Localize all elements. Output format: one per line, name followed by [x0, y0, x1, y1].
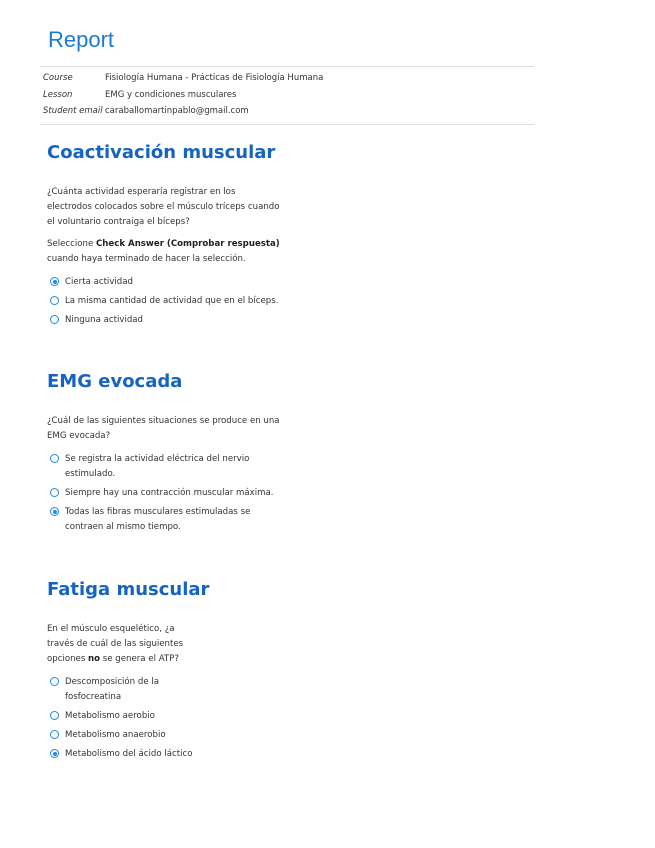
question-text: ¿Cuánta actividad esperaría registrar en los electrodos colocados sobre el músculo tríceps cuando el voluntario contraiga el bíceps? [47, 187, 280, 227]
radio-icon[interactable] [50, 296, 59, 305]
radio-icon[interactable] [50, 488, 59, 497]
options-list [47, 675, 193, 762]
report-title: Report [48, 27, 115, 52]
option-metabolismo-aerobio[interactable]: Metabolismo aerobio [47, 709, 172, 724]
meta-row-student-email [40, 103, 534, 120]
option-metabolismo-anaerobio[interactable]: Metabolismo anaerobio [47, 728, 172, 743]
radio-icon[interactable] [50, 454, 59, 463]
radio-icon[interactable] [50, 749, 59, 758]
option-contraccion-maxima[interactable]: Siempre hay una contracción muscular máxima. [47, 486, 257, 501]
radio-icon[interactable] [50, 730, 59, 739]
section-emg-evocada [47, 371, 292, 535]
meta-label: Lesson [43, 89, 73, 100]
meta-label: Course [43, 73, 73, 84]
meta-label: Student email [43, 106, 103, 117]
meta-value: EMG y condiciones musculares [105, 89, 237, 100]
options-list [47, 452, 274, 535]
question-text: En el músculo esquelético, ¿a través de cuál de las siguientes opciones no se genera el ATP? [47, 624, 184, 664]
option-misma-cantidad[interactable]: La misma cantidad de actividad que en el bíceps. [47, 294, 282, 309]
options-list [47, 275, 282, 328]
section-title: EMG evocada [47, 371, 183, 392]
radio-icon[interactable] [50, 711, 59, 720]
question-text: ¿Cuál de las siguientes situaciones se produce en una EMG evocada? [47, 416, 280, 441]
radio-icon[interactable] [50, 507, 59, 516]
radio-icon[interactable] [50, 315, 59, 324]
option-actividad-nervio[interactable]: Se registra la actividad eléctrica del nervio estimulado. [47, 452, 257, 482]
meta-value: Fisiología Humana - Prácticas de Fisiología Humana [105, 73, 324, 84]
option-fosfocreatina[interactable]: Descomposición de la fosfocreatina [47, 675, 172, 705]
report-meta [40, 66, 534, 125]
meta-row-lesson [40, 87, 534, 104]
section-coactivacion [47, 142, 282, 328]
option-ninguna-actividad[interactable]: Ninguna actividad [47, 313, 282, 328]
meta-value: caraballomartinpablo@gmail.com [105, 106, 249, 117]
radio-icon[interactable] [50, 677, 59, 686]
section-title: Fatiga muscular [47, 579, 210, 600]
option-cierta-actividad[interactable]: Cierta actividad [47, 275, 282, 290]
section-title: Coactivación muscular [47, 142, 276, 163]
radio-icon[interactable] [50, 277, 59, 286]
option-todas-fibras[interactable]: Todas las fibras musculares estimuladas se contraen al mismo tiempo. [47, 505, 257, 535]
instruction-text: Seleccione Check Answer (Comprobar respuesta) cuando haya terminado de hacer la selección. [47, 239, 280, 264]
meta-row-course [40, 70, 534, 87]
option-acido-lactico[interactable]: Metabolismo del ácido láctico [47, 747, 172, 762]
section-fatiga-muscular [47, 579, 210, 762]
